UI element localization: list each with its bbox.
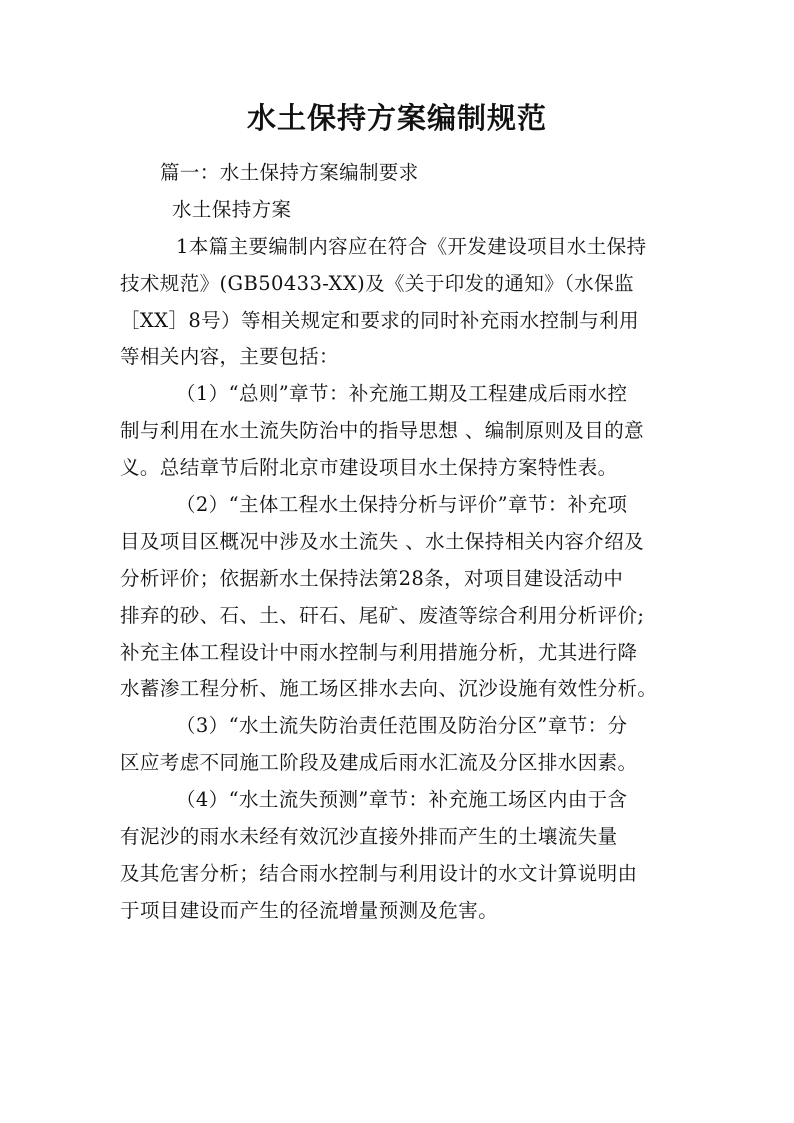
paragraph-3-line-3: 分析评价；依据新水土保持法第28条，对项目建设活动中 xyxy=(120,566,624,590)
paragraph-2-line-2: 制与利用在水土流失防治中的指导思想 、编制原则及目的意 xyxy=(120,419,644,443)
paragraph-3-line-5: 补充主体工程设计中雨水控制与利用措施分析，尤其进行降 xyxy=(120,640,638,664)
paragraph-4-line-2: 区应考虑不同施工阶段及建成后雨水汇流及分区排水因素。 xyxy=(120,751,638,775)
paragraph-1-line-3: ［XX］8号）等相关规定和要求的同时补充雨水控制与利用 xyxy=(120,308,639,332)
paragraph-2-line-3: 义。总结章节后附北京市建设项目水土保持方案特性表。 xyxy=(120,456,618,480)
paragraph-4-line-1: （3）“水土流失防治责任范围及防治分区”章节：分 xyxy=(176,714,628,738)
paragraph-2-line-1: （1）“总则”章节：补充施工期及工程建成后雨水控 xyxy=(176,382,628,406)
subheading: 水土保持方案 xyxy=(172,197,292,221)
document-body xyxy=(120,155,680,930)
paragraph-3-line-6: 水蓄渗工程分析、施工场区排水去向、沉沙设施有效性分析。 xyxy=(120,677,658,701)
paragraph-5-line-4: 于项目建设而产生的径流增量预测及危害。 xyxy=(120,898,499,922)
paragraph-5-line-1: （4）“水土流失预测”章节：补充施工场区内由于含 xyxy=(176,788,628,812)
paragraph-1-line-2: 技术规范》(GB50433-XX)及《关于印发的通知》（水保监 xyxy=(120,271,634,295)
paragraph-1-line-4: 等相关内容，主要包括： xyxy=(120,345,339,369)
paragraph-3-line-4: 排弃的砂、石、土、矸石、尾矿、废渣等综合利用分析评价; xyxy=(120,603,645,627)
paragraph-3-line-1: （2）“主体工程水土保持分析与评价”章节：补充项 xyxy=(176,493,628,517)
paragraph-1-line-1: 1本篇主要编制内容应在符合《开发建设项目水土保持 xyxy=(176,234,647,258)
section-heading: 篇一：水土保持方案编制要求 xyxy=(160,161,419,184)
paragraph-5-line-2: 有泥沙的雨水未经有效沉沙直接外排而产生的土壤流失量 xyxy=(120,825,618,849)
paragraph-5-line-3: 及其危害分析；结合雨水控制与利用设计的水文计算说明由 xyxy=(120,861,638,885)
paragraph-3-line-2: 目及项目区概况中涉及水土流失 、水土保持相关内容介绍及 xyxy=(120,529,644,553)
document-title: 水土保持方案编制规范 xyxy=(246,101,547,135)
